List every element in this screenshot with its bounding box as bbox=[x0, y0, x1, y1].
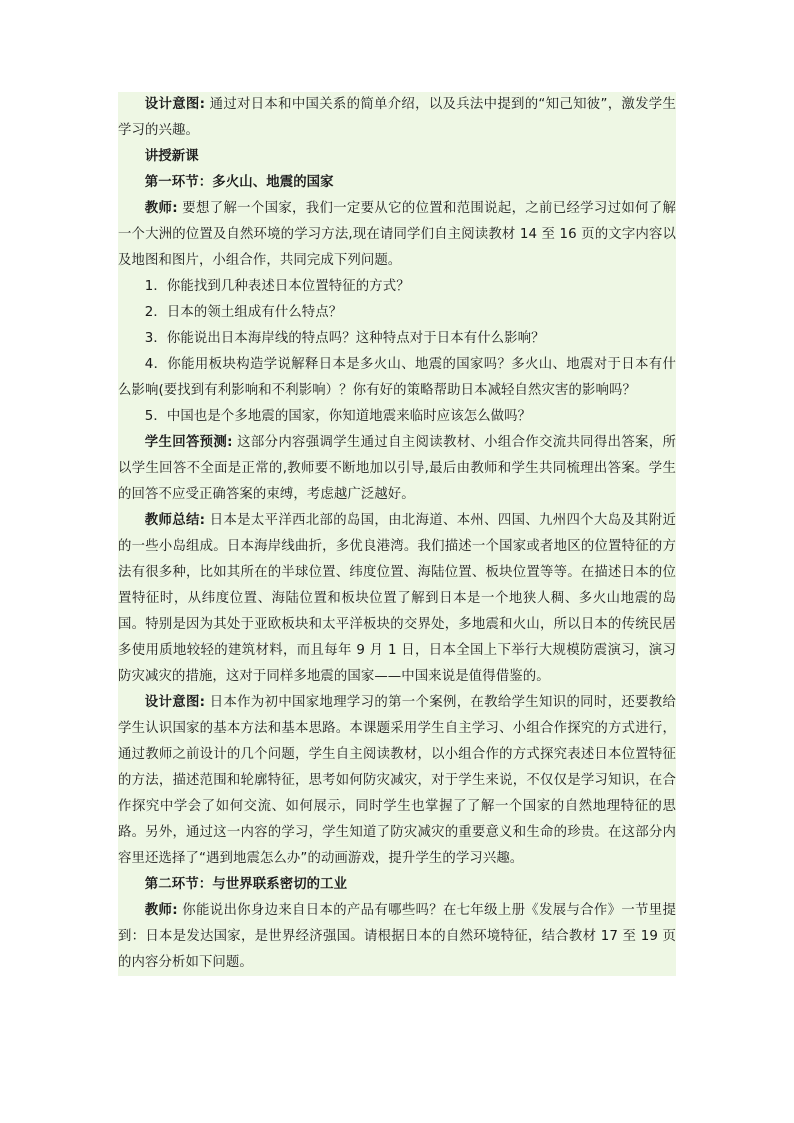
question-3: 3．你能说出日本海岸线的特点吗？这种特点对于日本有什么影响？ bbox=[144, 331, 545, 346]
question-5: 5．中国也是个多地震的国家，你知道地震来临时应该怎么做吗？ bbox=[144, 409, 532, 424]
lesson-plan-text bbox=[118, 92, 676, 976]
question-4: 4．你能用板块构造学说解释日本是多火山、地震的国家吗？多火山、地震对于日本有什么影响(要找到有利影响和不利影响）？你有好的策略帮助日本减轻自然灾害的影响吗？ bbox=[118, 357, 676, 398]
question-1: 1．你能找到几种表述日本位置特征的方式？ bbox=[144, 279, 410, 294]
heading-new-lesson: 讲授新课 bbox=[144, 149, 199, 164]
paragraph-design-intent-1: 设计意图: 通过对日本和中国关系的简单介绍，以及兵法中提到的“知己知彼”，激发学生学习的兴趣。 bbox=[118, 97, 677, 138]
heading-section-2: 第二环节：与世界联系密切的工业 bbox=[144, 877, 348, 892]
heading-section-1: 第一环节：多火山、地震的国家 bbox=[144, 175, 334, 190]
question-2: 2．日本的领土组成有什么特点？ bbox=[144, 305, 343, 320]
paragraph-teacher-summary: 教师总结: 日本是太平洋西北部的岛国，由北海道、本州、四国、九州四个大岛及其附近的一些小岛组成。日本海岸线曲折，多优良港湾。我们描述一个国家或者地区的位置特征的方法有很多种，比如其所在的半球位置、纬度位置、海陆位置、板块位置等等。在描述日本的位置特征时，从纬度位置、海陆位置和板块位置了解到日本是一个地狭人稠、多火山地震的岛国。特别是因为其处于亚欧板块和太平洋板块的交界处，多地震和火山，所以日本的传统民居多使用质地较轻的建筑材料，而且每年 9 月 1 日，日本全国上下举行大规模防震演习，演习防灾减灾的措施，这对于同样多地震的国家——中国来说是值得借鉴的。 bbox=[118, 513, 676, 684]
paragraph-student-prediction: 学生回答预测: 这部分内容强调学生通过自主阅读教材、小组合作交流共同得出答案，所以学生回答不全面是正常的,教师要不断地加以引导,最后由教师和学生共同梳理出答案。学生的回答不应受正确答案的束缚，考虑越广泛越好。 bbox=[118, 435, 676, 502]
paragraph-design-intent-2: 设计意图: 日本作为初中国家地理学习的第一个案例，在教给学生知识的同时，还要教给学生认识国家的基本方法和基本思路。本课题采用学生自主学习、小组合作探究的方式进行，通过教师之前设计的几个问题，学生自主阅读教材，以小组合作的方式探究表述日本位置特征的方法，描述范围和轮廓特征，思考如何防灾减灾，对于学生来说，不仅仅是学习知识，在合作探究中学会了如何交流、如何展示，同时学生也掌握了了解一个国家的自然地理特征的思路。另外，通过这一内容的学习，学生知道了防灾减灾的重要意义和生命的珍贵。在这部分内容里还选择了“遇到地震怎么办”的动画游戏，提升学生的学习兴趣。 bbox=[118, 695, 676, 866]
paragraph-teacher-1: 教师: 要想了解一个国家，我们一定要从它的位置和范围说起，之前已经学习过如何了解一个大洲的位置及自然环境的学习方法,现在请同学们自主阅读教材 14 至 16 页的文字内容以及地图和图片，小组合作，共同完成下列问题。 bbox=[118, 201, 676, 268]
paragraph-teacher-2: 教师: 你能说出你身边来自日本的产品有哪些吗？在七年级上册《发展与合作》一节里提到：日本是发达国家，是世界经济强国。请根据日本的自然环境特征，结合教材 17 至 19 页的内容分析如下问题。 bbox=[118, 903, 676, 970]
